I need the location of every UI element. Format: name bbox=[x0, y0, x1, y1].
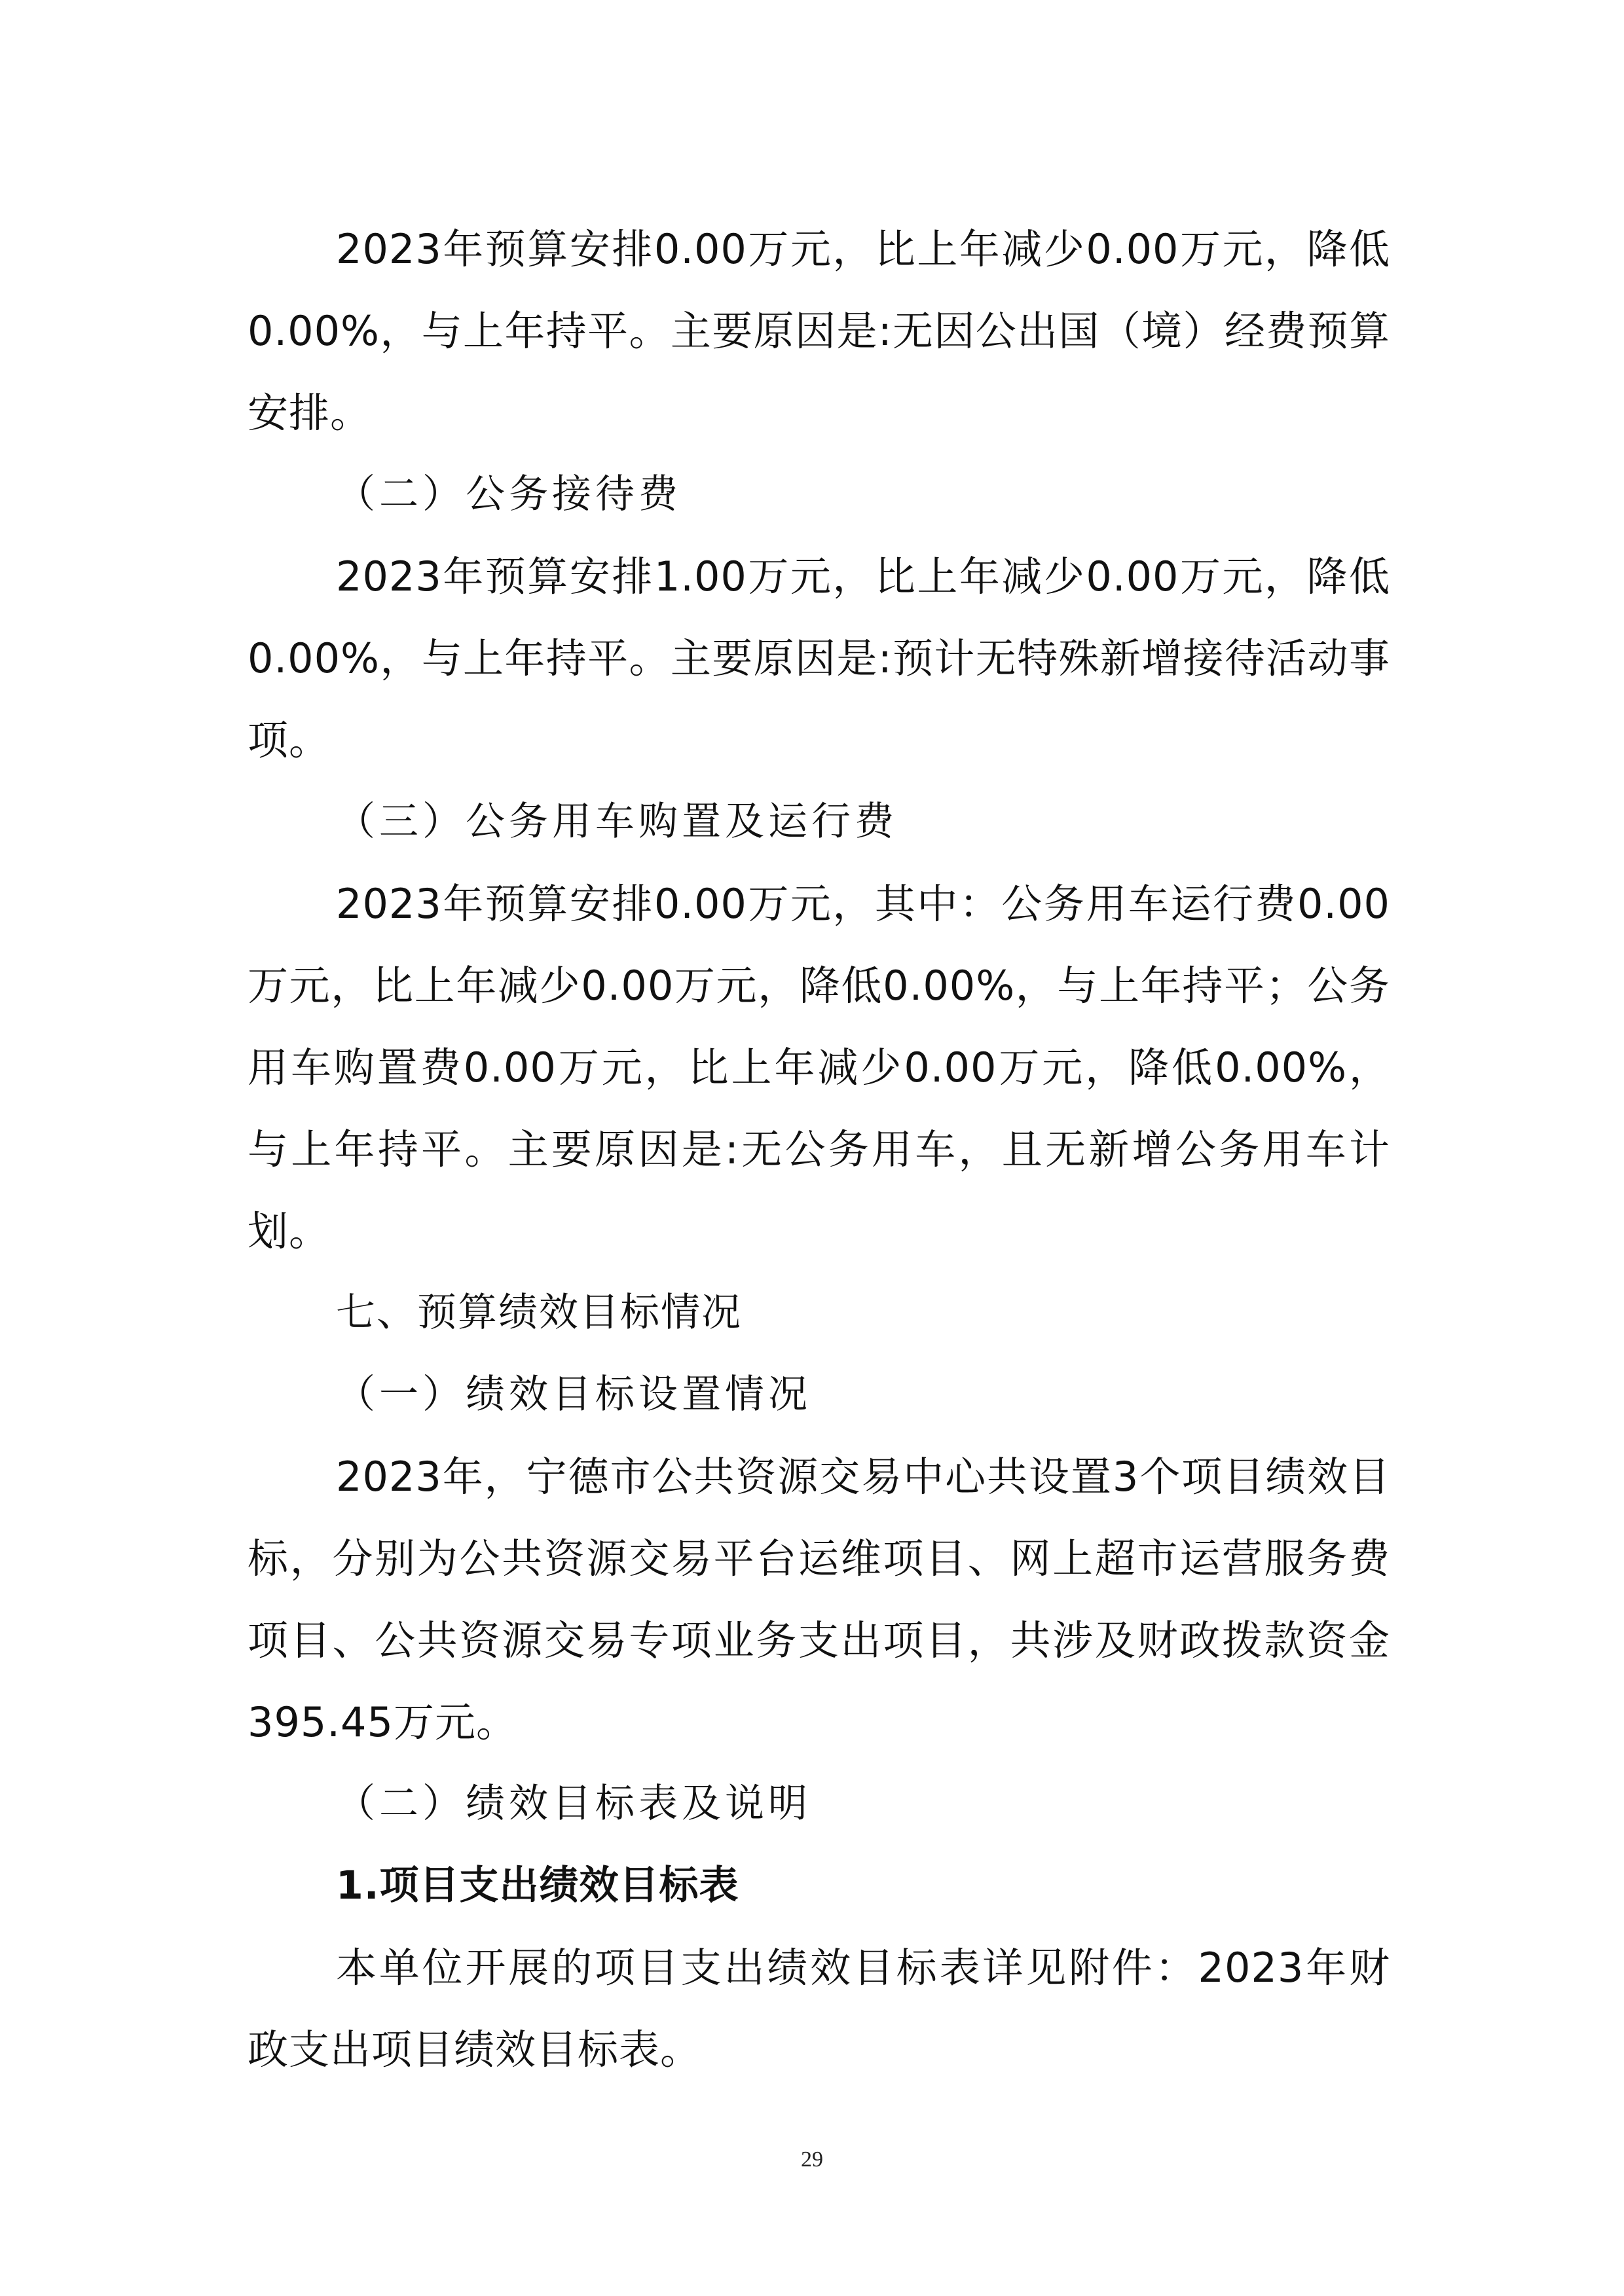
paragraph-vehicle-expense: 2023年预算安排0.00万元，其中：公务用车运行费0.00万元，比上年减少0.00万元，降低0.00%，与上年持平；公务用车购置费0.00万元，比上年减少0.00万元，降低0.00%，与上年持平。主要原因是:无公务用车，且无新增公务用车计划。 bbox=[248, 880, 1390, 1255]
page-number: 29 bbox=[801, 2147, 823, 2172]
paragraph-target-setting: 2023年，宁德市公共资源交易中心共设置3个项目绩效目标，分别为公共资源交易平台运维项目、网上超市运营服务费项目、公共资源交易专项业务支出项目，共涉及财政拨款资金395.45万元。 bbox=[248, 1453, 1390, 1746]
heading-target-setting: （一）绩效目标设置情况 bbox=[336, 1372, 811, 1417]
paragraph-overseas-expense: 2023年预算安排0.00万元，比上年减少0.00万元，降低0.00%，与上年持平。主要原因是:无因公出国（境）经费预算安排。 bbox=[248, 225, 1390, 437]
heading-target-table: （二）绩效目标表及说明 bbox=[336, 1781, 811, 1827]
paragraph-attachment-note: 本单位开展的项目支出绩效目标表详见附件：2023年财政支出项目绩效目标表。 bbox=[248, 1944, 1390, 2073]
heading-reception-expense: （二）公务接待费 bbox=[336, 471, 682, 517]
heading-section-seven: 七、预算绩效目标情况 bbox=[336, 1290, 742, 1336]
heading-project-target-table: 1.项目支出绩效目标表 bbox=[336, 1863, 739, 1908]
paragraph-reception-expense: 2023年预算安排1.00万元，比上年减少0.00万元，降低0.00%，与上年持平。主要原因是:预计无特殊新增接待活动事项。 bbox=[248, 553, 1390, 764]
heading-vehicle-expense: （三）公务用车购置及运行费 bbox=[336, 799, 898, 845]
